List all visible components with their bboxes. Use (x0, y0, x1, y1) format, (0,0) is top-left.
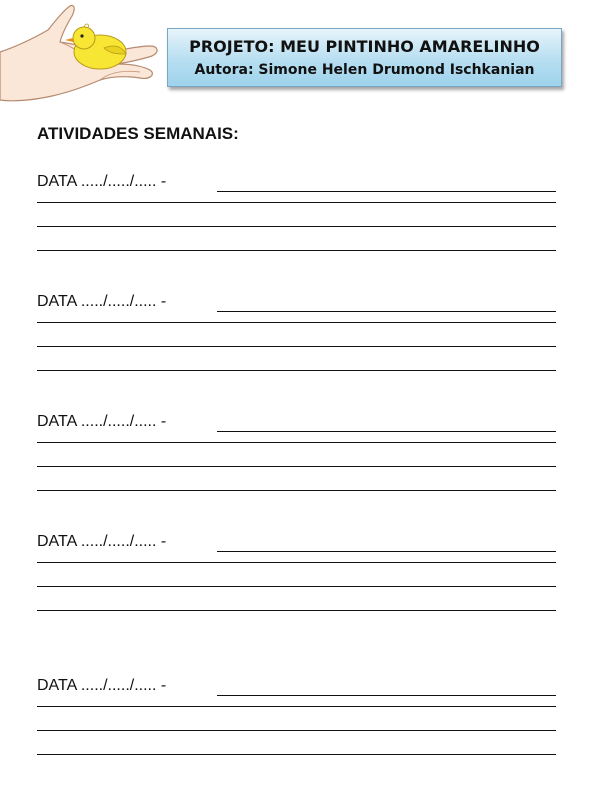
date-row (37, 412, 556, 436)
title-banner (167, 28, 562, 87)
activity-entry (37, 532, 556, 611)
date-label: DATA ...../...../..... - (37, 413, 167, 430)
date-write-line[interactable] (217, 311, 556, 312)
date-row (37, 292, 556, 316)
write-line[interactable] (37, 586, 556, 587)
date-row (37, 676, 556, 700)
date-label: DATA ...../...../..... - (37, 293, 167, 310)
write-line[interactable] (37, 730, 556, 731)
section-heading: ATIVIDADES SEMANAIS: (37, 124, 239, 143)
write-line[interactable] (37, 226, 556, 227)
write-line[interactable] (37, 706, 556, 707)
write-line[interactable] (37, 754, 556, 755)
date-write-line[interactable] (217, 695, 556, 696)
date-write-line[interactable] (217, 551, 556, 552)
date-label: DATA ...../...../..... - (37, 173, 167, 190)
write-line[interactable] (37, 250, 556, 251)
date-row (37, 172, 556, 196)
write-line[interactable] (37, 370, 556, 371)
activity-entry (37, 412, 556, 491)
hand-holding-chick-illustration (0, 0, 165, 105)
activity-entry (37, 292, 556, 371)
write-line[interactable] (37, 562, 556, 563)
write-line[interactable] (37, 442, 556, 443)
project-title: PROJETO: MEU PINTINHO AMARELINHO (189, 37, 540, 56)
date-row (37, 532, 556, 556)
date-write-line[interactable] (217, 431, 556, 432)
write-line[interactable] (37, 610, 556, 611)
write-line[interactable] (37, 202, 556, 203)
activity-entry (37, 676, 556, 755)
write-line[interactable] (37, 322, 556, 323)
write-line[interactable] (37, 466, 556, 467)
date-write-line[interactable] (217, 191, 556, 192)
write-line[interactable] (37, 490, 556, 491)
activity-entry (37, 172, 556, 251)
write-line[interactable] (37, 346, 556, 347)
author-line: Autora: Simone Helen Drumond Ischkanian (194, 62, 535, 78)
date-label: DATA ...../...../..... - (37, 533, 167, 550)
date-label: DATA ...../...../..... - (37, 677, 167, 694)
